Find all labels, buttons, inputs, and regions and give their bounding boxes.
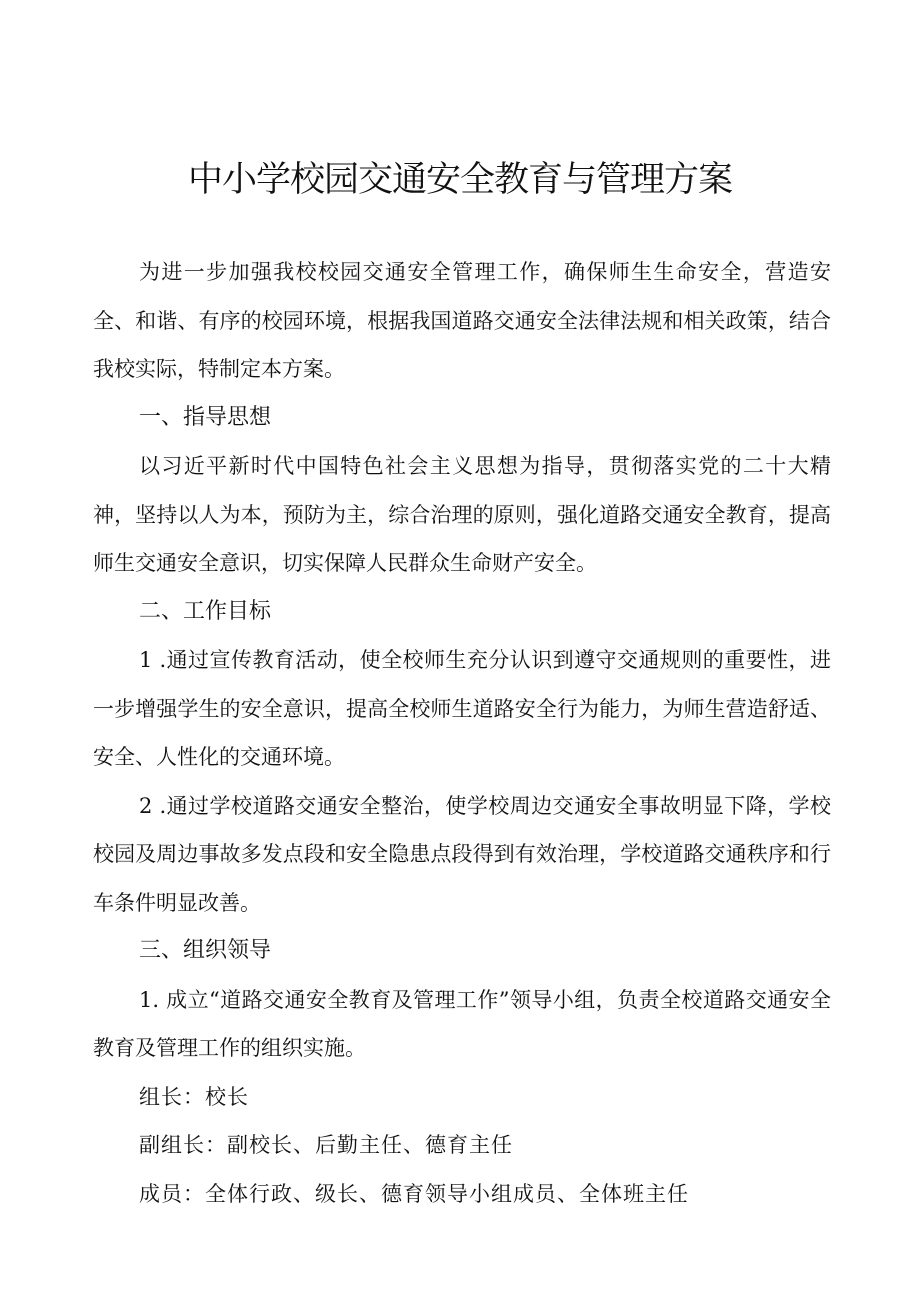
- section-heading-work-goals: 二、工作目标: [139, 598, 272, 624]
- members-line: 成员：全体行政、级长、德育领导小组成员、全体班主任: [139, 1181, 689, 1206]
- section-heading-organization: 三、组织领导: [139, 938, 272, 963]
- section-heading-guiding-ideology: 一、指导思想: [139, 404, 272, 430]
- work-goal-item-2: 2 .通过学校道路交通安全整治，使学校周边交通安全事故明显下降，学校校园及周边事故多发点段和安全隐患点段得到有效治理，学校道路交通秩序和行车条件明显改善。: [93, 793, 831, 915]
- guiding-ideology-paragraph: 以习近平新时代中国特色社会主义思想为指导，贯彻落实党的二十大精神，坚持以人为本，预防为主，综合治理的原则，强化道路交通安全教育，提高师生交通安全意识，切实保障人民群众生命财产安全。: [93, 454, 831, 575]
- document-body: [93, 248, 831, 1218]
- deputy-leader-line: 副组长：副校长、后勤主任、德育主任: [139, 1133, 513, 1157]
- intro-paragraph: 为进一步加强我校校园交通安全管理工作，确保师生生命安全，营造安全、和谐、有序的校园环境，根据我国道路交通安全法律法规和相关政策，结合我校实际，特制定本方案。: [93, 260, 831, 381]
- document-title: 中小学校园交通安全教育与管理方案: [187, 160, 732, 200]
- work-goal-item-1: 1 .通过宣传教育活动，使全校师生充分认识到遵守交通规则的重要性，进一步增强学生的安全意识，提高全校师生道路安全行为能力，为师生营造舒适、安全、人性化的交通环境。: [93, 648, 831, 769]
- organization-item-1: 1. 成立“道路交通安全教育及管理工作”领导小组，负责全校道路交通安全教育及管理工作的组织实施。: [93, 987, 831, 1060]
- group-leader-line: 组长：校长: [139, 1084, 249, 1109]
